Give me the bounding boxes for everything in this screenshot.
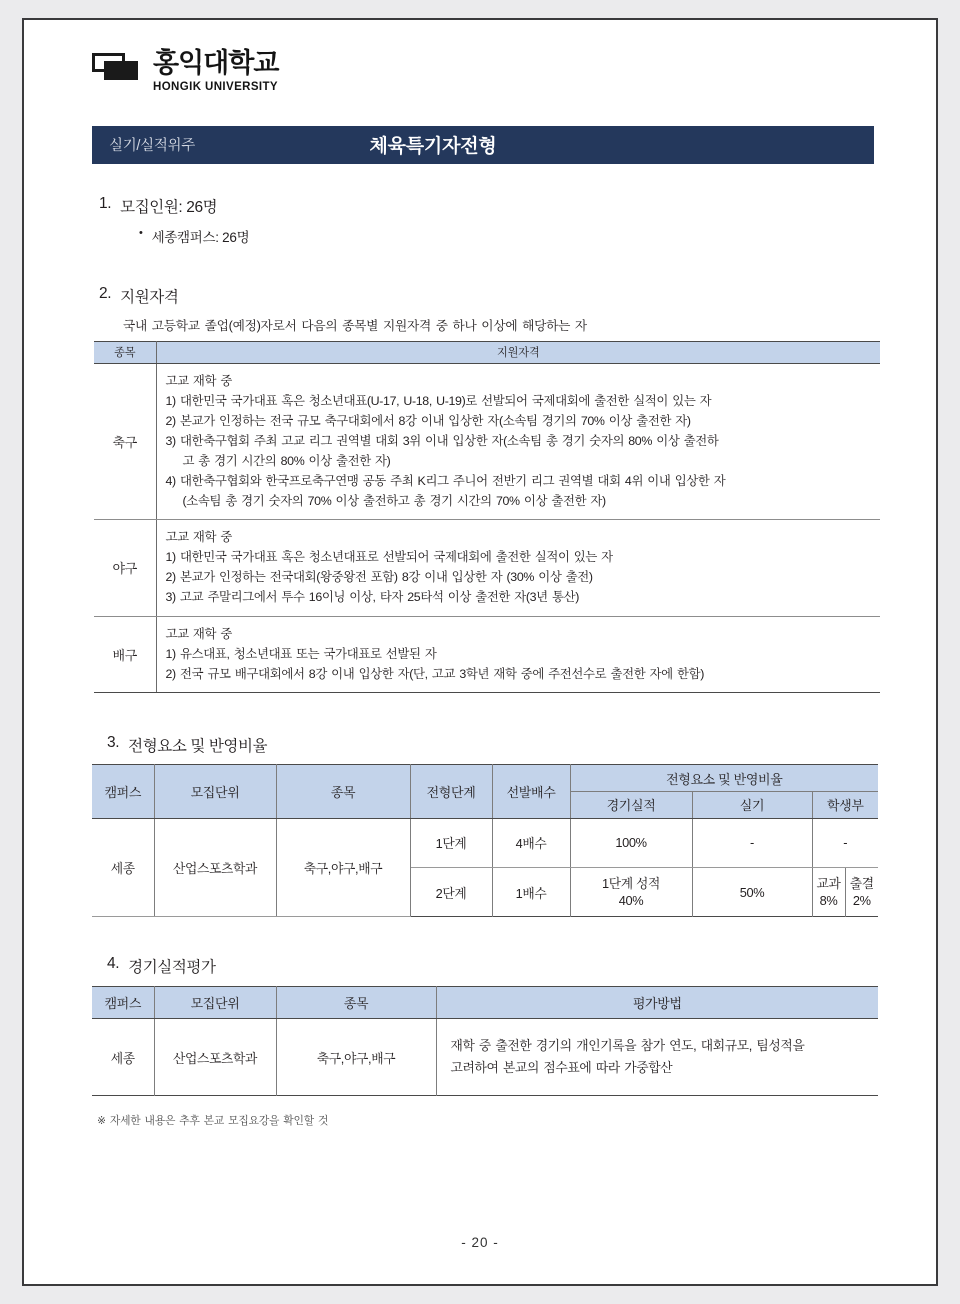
header-practical: 실기 xyxy=(692,791,812,818)
value-record-2-line1: 1단계 성적 xyxy=(601,875,661,891)
admission-factors-table xyxy=(92,764,878,918)
table-row xyxy=(94,520,880,616)
header-campus: 캠퍼스 xyxy=(92,764,154,818)
value-unit: 산업스포츠학과 xyxy=(154,818,276,917)
value-evaluation-method xyxy=(436,1019,878,1096)
table-header-row xyxy=(92,987,878,1019)
sport-volleyball: 배구 xyxy=(94,616,156,692)
header-multiple: 선발배수 xyxy=(492,764,570,818)
qual-line: 3) 고교 주말리그에서 투수 16이닝 이상, 타자 25타석 이상 출전한 자(3년 통산) xyxy=(165,590,580,605)
method-line-2: 고려하여 본교의 점수표에 따라 가중합산 xyxy=(450,1060,673,1076)
qual-line: 고교 재학 중 xyxy=(165,373,232,388)
value-multiple-2: 1배수 xyxy=(492,867,570,917)
method-line-1: 재학 중 출전한 경기의 개인기록을 참가 연도, 대회규모, 팀성적을 xyxy=(450,1038,805,1054)
header-qualification: 지원자격 xyxy=(156,341,880,363)
sport-soccer: 축구 xyxy=(94,363,156,520)
header-competition-record: 경기실적 xyxy=(570,791,692,818)
header-evaluation-method: 평가방법 xyxy=(436,987,878,1019)
qual-line: 3) 대한축구협회 주최 고교 리그 권역별 대회 3위 이내 입상한 자(소속팀 총 경기 숫자의 80% 이상 출전하 xyxy=(165,433,719,448)
qualification-volleyball xyxy=(156,616,880,692)
logo-english-name: HONGIK UNIVERSITY xyxy=(153,81,279,93)
value-unit: 산업스포츠학과 xyxy=(154,1019,276,1096)
footnote: ※ 자세한 내용은 추후 본교 모집요강을 확인할 것 xyxy=(97,1114,329,1127)
section-2-number: 2. xyxy=(99,284,112,302)
value-record-2-line2: 40% xyxy=(618,893,644,909)
table-header-row xyxy=(92,764,878,791)
section-1-heading xyxy=(99,195,874,217)
value-stage-1: 1단계 xyxy=(410,818,492,867)
logo-korean-name: 홍익대학교 xyxy=(153,48,279,78)
section-4-title: 경기실적평가 xyxy=(128,959,216,977)
value-practical-1: - xyxy=(692,818,812,867)
section-2-heading xyxy=(99,285,874,307)
section-1-bullet-text: 세종캠퍼스: 26명 xyxy=(151,229,250,245)
value-school-subject-value: 8% xyxy=(819,893,838,909)
qual-line: 1) 대한민국 국가대표 혹은 청소년대표로 선발되어 국제대회에 출전한 실적이 있는 자 xyxy=(165,550,613,565)
header-campus: 캠퍼스 xyxy=(92,987,154,1019)
qual-line: 고 총 경기 시간의 80% 이상 출전한 자) xyxy=(182,453,391,468)
hongik-logo-mark-icon xyxy=(92,53,142,83)
competition-evaluation-table xyxy=(92,986,878,1096)
section-1-bullet xyxy=(139,226,874,246)
value-school-attendance-value: 2% xyxy=(852,893,871,909)
value-multiple-1: 4배수 xyxy=(492,818,570,867)
qual-line: 1) 유스대표, 청소년대표 또는 국가대표로 선발된 자 xyxy=(165,646,437,661)
title-banner xyxy=(92,126,874,164)
value-sport: 축구,야구,배구 xyxy=(276,1019,436,1096)
value-school-attendance-label: 출결 xyxy=(849,875,874,891)
table-row xyxy=(94,616,880,692)
header-unit: 모집단위 xyxy=(154,764,276,818)
section-3-title: 전형요소 및 반영비율 xyxy=(128,737,268,755)
header-school-record: 학생부 xyxy=(812,791,878,818)
value-sport: 축구,야구,배구 xyxy=(276,818,410,917)
table-row xyxy=(92,818,878,867)
qual-line: 고교 재학 중 xyxy=(165,626,232,641)
section-4-heading xyxy=(107,955,874,977)
qual-line: (소속팀 총 경기 숫자의 70% 이상 출전하고 총 경기 시간의 70% 이상 출전한 자) xyxy=(182,494,606,509)
section-2-title: 지원자격 xyxy=(120,288,179,306)
university-logo xyxy=(92,50,874,94)
header-sport: 종목 xyxy=(276,987,436,1019)
header-factor-group: 전형요소 및 반영비율 xyxy=(570,764,878,791)
qualification-soccer xyxy=(156,363,880,520)
value-school-subject-label: 교과 xyxy=(816,875,841,891)
table-header-row xyxy=(94,341,880,363)
value-practical-2: 50% xyxy=(692,867,812,917)
header-sport: 종목 xyxy=(276,764,410,818)
page-number: - 20 - xyxy=(461,1235,499,1250)
value-campus: 세종 xyxy=(92,1019,154,1096)
qualification-table xyxy=(94,341,880,693)
qual-line: 1) 대한민국 국가대표 혹은 청소년대표(U-17, U-18, U-19)로 선발되어 국제대회에 출전한 실적이 있는 자 xyxy=(165,393,712,408)
page-title: 체육특기자전형 xyxy=(369,136,497,157)
section-4-number: 4. xyxy=(107,955,120,973)
document-page xyxy=(22,18,938,1286)
qual-line: 2) 본교가 인정하는 전국대회(왕중왕전 포함) 8강 이내 입상한 자 (30% 이상 출전) xyxy=(165,570,593,585)
section-1-title: 모집인원: 26명 xyxy=(120,198,218,216)
qualification-baseball xyxy=(156,520,880,616)
banner-category-label: 실기/실적위주 xyxy=(109,138,195,154)
qual-line: 2) 본교가 인정하는 전국 규모 축구대회에서 8강 이내 입상한 자(소속팀 경기의 70% 이상 출전한 자) xyxy=(165,413,691,428)
value-record-1: 100% xyxy=(570,818,692,867)
value-school-1: - xyxy=(812,818,878,867)
header-sport: 종목 xyxy=(94,341,156,363)
sport-baseball: 야구 xyxy=(94,520,156,616)
qual-line: 4) 대한축구협회와 한국프로축구연맹 공동 주최 K리그 주니어 전반기 리그 권역별 대회 4위 이내 입상한 자 xyxy=(165,473,726,488)
section-3-heading xyxy=(107,734,874,756)
section-3-number: 3. xyxy=(107,733,120,751)
value-school-subject xyxy=(812,867,845,917)
header-unit: 모집단위 xyxy=(154,987,276,1019)
table-row xyxy=(94,363,880,520)
value-campus: 세종 xyxy=(92,818,154,917)
value-school-attendance xyxy=(845,867,878,917)
bullet-dot-icon: • xyxy=(139,226,143,239)
section-1-number: 1. xyxy=(99,194,112,212)
header-stage: 전형단계 xyxy=(410,764,492,818)
table-row xyxy=(92,1019,878,1096)
section-2-subtext: 국내 고등학교 졸업(예정)자로서 다음의 종목별 지원자격 중 하나 이상에 해당하는 자 xyxy=(123,318,587,333)
value-stage-2: 2단계 xyxy=(410,867,492,917)
value-record-2 xyxy=(570,867,692,917)
qual-line: 2) 전국 규모 배구대회에서 8강 이내 입상한 자(단, 고교 3학년 재학 중에 주전선수로 출전한 자에 한함) xyxy=(165,666,704,681)
qual-line: 고교 재학 중 xyxy=(165,530,232,545)
